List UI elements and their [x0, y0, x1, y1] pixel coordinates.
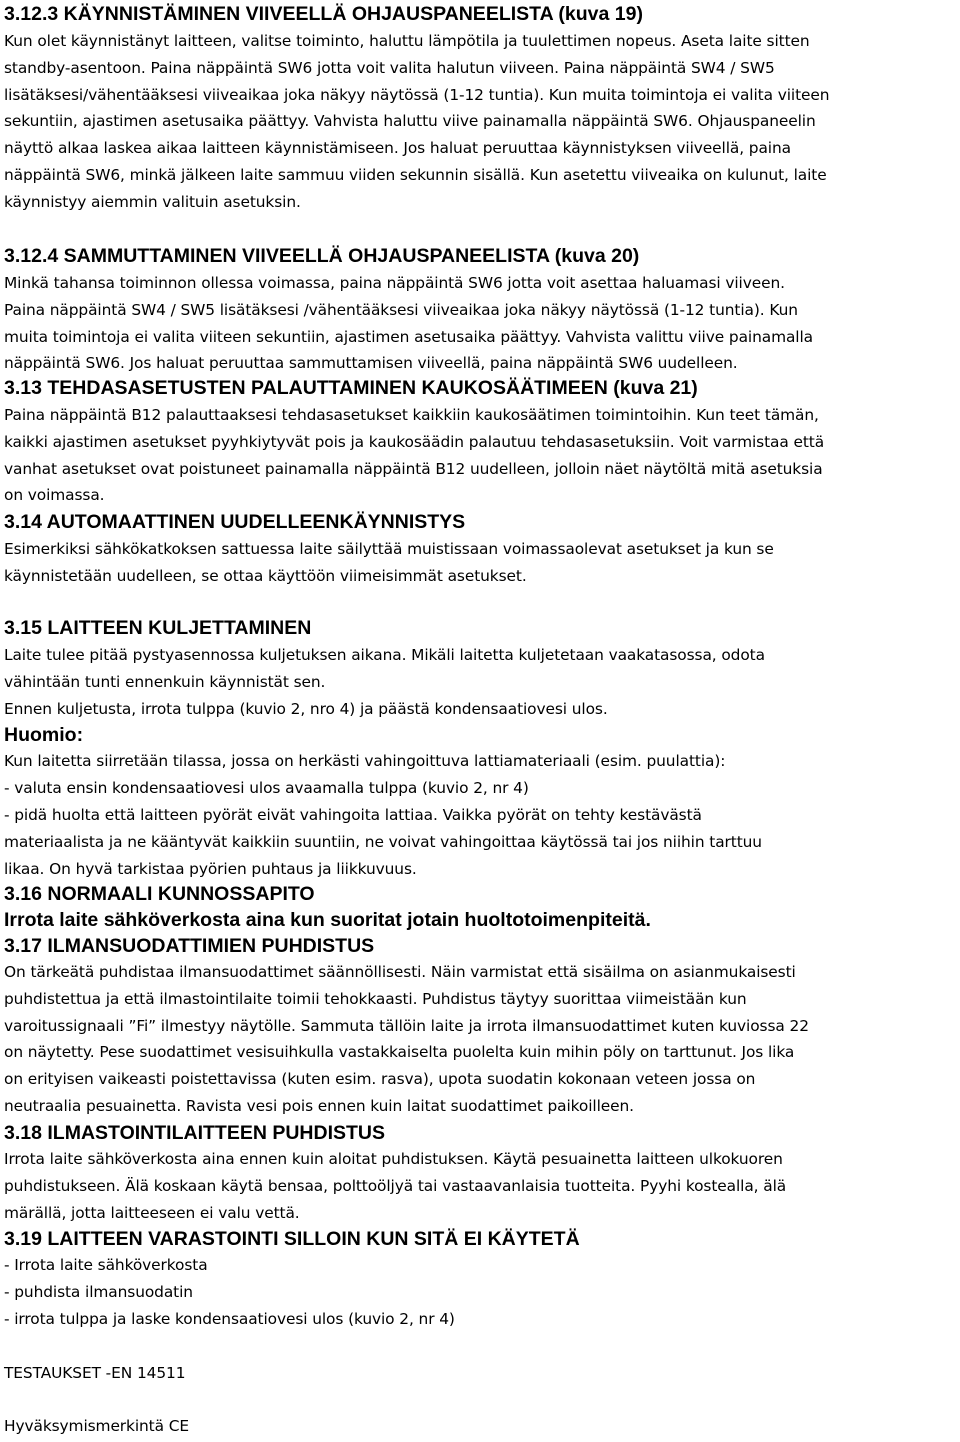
text-line: neutraalia pesuainetta. Ravista vesi pois ennen kuin laitat suodattimet paikoilleen.	[4, 1096, 634, 1115]
section-3-12-4	[4, 243, 813, 377]
text-line: muita toimintoja ei valita viiteen sekuntiin, ajastimen asetusaika päättyy. Vahvista valittu viive painamalla	[4, 327, 813, 346]
section-heading: 3.12.4 SAMMUTTAMINEN VIIVEELLÄ OHJAUSPANEELISTA (kuva 20)	[4, 245, 640, 267]
section-body	[4, 959, 809, 1120]
approval-mark: Hyväksymismerkintä CE	[4, 1417, 190, 1435]
section-3-18	[4, 1120, 786, 1226]
testing-standard: TESTAUKSET -EN 14511	[4, 1364, 186, 1382]
text-line: Irrota laite sähköverkosta aina ennen kuin aloitat puhdistuksen. Käytä pesuainetta laitteen ulkokuoren	[4, 1150, 783, 1168]
text-line: Minkä tahansa toiminnon ollessa voimassa, paina näppäintä SW6 jotta voit asettaa haluamasi viiveen.	[4, 274, 785, 292]
note-body	[4, 748, 765, 882]
text-line: vähintään tunti ennenkuin käynnistät sen.	[4, 672, 326, 691]
text-line: näyttö alkaa laskea aikaa laitteen käynnistämiseen. Jos haluat peruuttaa käynnistyksen viiveellä, paina	[4, 139, 791, 158]
section-heading: 3.13 TEHDASASETUSTEN PALAUTTAMINEN KAUKOSÄÄTIMEEN (kuva 21)	[4, 377, 698, 399]
section-body	[4, 28, 829, 216]
section-body	[4, 1146, 786, 1226]
section-3-12-3	[4, 1, 829, 216]
section-3-19	[4, 1226, 580, 1332]
text-line: materiaalista ja ne kääntyvät kaikkiin suuntiin, ne voivat vahingoittaa käytössä tai jos niihin tarttuu	[4, 832, 762, 851]
text-line: on näytetty. Pese suodattimet vesisuihkulla vastakkaiselta puolelta kuin mihin pöly on tarttunut. Jos lika	[4, 1043, 795, 1062]
text-line: Esimerkiksi sähkökatkoksen sattuessa laite säilyttää muistissaan voimassaolevat asetukset ja kun se	[4, 540, 774, 558]
section-heading: 3.12.3 KÄYNNISTÄMINEN VIIVEELLÄ OHJAUSPANEELISTA (kuva 19)	[4, 3, 643, 25]
section-body	[4, 270, 813, 377]
text-line: likaa. On hyvä tarkistaa pyörien puhtaus ja liikkuvuus.	[4, 859, 417, 878]
section-3-17	[4, 933, 809, 1120]
section-3-13	[4, 375, 824, 509]
section-heading: 3.17 ILMANSUODATTIMIEN PUHDISTUS	[4, 935, 375, 957]
text-line: varoitussignaali ”Fi” ilmestyy näytölle. Sammuta tällöin laite ja irrota ilmansuodattimet kuten kuviossa 22	[4, 1016, 809, 1035]
text-line: näppäintä SW6, minkä jälkeen laite sammuu viiden sekunnin sisällä. Kun asetettu viiveaika on kulunut, laite	[4, 165, 827, 184]
section-body	[4, 402, 824, 509]
section-3-15	[4, 615, 765, 882]
note-heading: Huomio:	[4, 724, 84, 747]
text-line: - irrota tulppa ja laske kondensaatiovesi ulos (kuvio 2, nr 4)	[4, 1309, 455, 1328]
section-3-16	[4, 881, 651, 933]
section-heading: 3.18 ILMASTOINTILAITTEEN PUHDISTUS	[4, 1122, 386, 1144]
section-body	[4, 1252, 580, 1332]
section-heading: 3.19 LAITTEEN VARASTOINTI SILLOIN KUN SITÄ EI KÄYTETÄ	[4, 1228, 580, 1250]
text-line: vanhat asetukset ovat poistuneet painamalla näppäintä B12 uudelleen, jolloin näet näytöltä mitä asetuksia	[4, 459, 823, 478]
section-3-14	[4, 509, 774, 590]
section-heading: 3.15 LAITTEEN KULJETTAMINEN	[4, 617, 312, 639]
text-line: On tärkeätä puhdistaa ilmansuodattimet säännöllisesti. Näin varmistat että sisäilma on asianmukaisesti	[4, 963, 796, 981]
text-line: - Irrota laite sähköverkosta	[4, 1256, 208, 1274]
text-line: puhdistettua ja että ilmastointilaite toimii tehokkaasti. Puhdistus täytyy suorittaa viimeistään kun	[4, 989, 747, 1008]
text-line: Laite tulee pitää pystyasennossa kuljetuksen aikana. Mikäli laitetta kuljetetaan vaakatasossa, odota	[4, 646, 765, 664]
text-line: - valuta ensin kondensaatiovesi ulos avaamalla tulppa (kuvio 2, nr 4)	[4, 779, 529, 798]
warning-text: Irrota laite sähköverkosta aina kun suoritat jotain huoltotoimenpiteitä.	[4, 909, 651, 931]
text-line: on voimassa.	[4, 486, 105, 505]
text-line: Paina näppäintä SW4 / SW5 lisätäksesi /vähentääksesi viiveaikaa joka näkyy näytössä (1-12 tuntia). Kun	[4, 300, 798, 319]
text-line: Kun laitetta siirretään tilassa, jossa on herkästi vahingoittuva lattiamateriaali (esim. puulattia):	[4, 752, 726, 771]
text-line: kaikki ajastimen asetukset pyyhkiytyvät pois ja kaukosäädin palautuu tehdasasetuksiin. Voit varmistaa että	[4, 432, 825, 451]
text-line: on erityisen vaikeasti poistettavissa (kuten esim. rasva), upota suodatin kokonaan veteen jossa on	[4, 1070, 756, 1089]
text-line: sekuntiin, ajastimen asetusaika päättyy. Vahvista haluttu viive painamalla näppäintä SW6. Ohjauspaneelin	[4, 112, 816, 131]
text-line: märällä, jotta laitteeseen ei valu vettä.	[4, 1203, 300, 1222]
section-heading: 3.14 AUTOMAATTINEN UUDELLEENKÄYNNISTYS	[4, 511, 466, 533]
text-line: - pidä huolta että laitteen pyörät eivät vahingoita lattiaa. Vaikka pyörät on tehty kestävästä	[4, 805, 702, 824]
text-line: - puhdista ilmansuodatin	[4, 1282, 193, 1301]
text-line: Ennen kuljetusta, irrota tulppa (kuvio 2, nro 4) ja päästä kondensaatiovesi ulos.	[4, 699, 608, 718]
text-line: puhdistukseen. Älä koskaan käytä bensaa, polttoöljyä tai vastaavanlaisia tuotteita. Pyyhi kostealla, älä	[4, 1176, 787, 1195]
text-line: käynnistyy aiemmin valituin asetuksin.	[4, 192, 301, 211]
text-line: näppäintä SW6. Jos haluat peruuttaa sammuttamisen viiveellä, paina näppäintä SW6 uudelleen.	[4, 354, 738, 373]
text-line: Kun olet käynnistänyt laitteen, valitse toiminto, haluttu lämpötila ja tuulettimen nopeus. Aseta laite sitten	[4, 32, 810, 50]
section-body	[4, 642, 765, 722]
text-line: Paina näppäintä B12 palauttaaksesi tehdasasetukset kaikkiin kaukosäätimen toimintoihin. Kun teet tämän,	[4, 406, 819, 424]
text-line: lisätäksesi/vähentääksesi viiveaikaa joka näkyy näytössä (1-12 tuntia). Kun muita toimintoja ei valita viiteen	[4, 85, 830, 104]
text-line: käynnistetään uudelleen, se ottaa käyttöön viimeisimmät asetukset.	[4, 566, 527, 585]
section-heading: 3.16 NORMAALI KUNNOSSAPITO	[4, 883, 315, 905]
section-body	[4, 536, 774, 590]
text-line: standby-asentoon. Paina näppäintä SW6 jotta voit valita halutun viiveen. Paina näppäintä SW4 / SW5	[4, 58, 775, 77]
